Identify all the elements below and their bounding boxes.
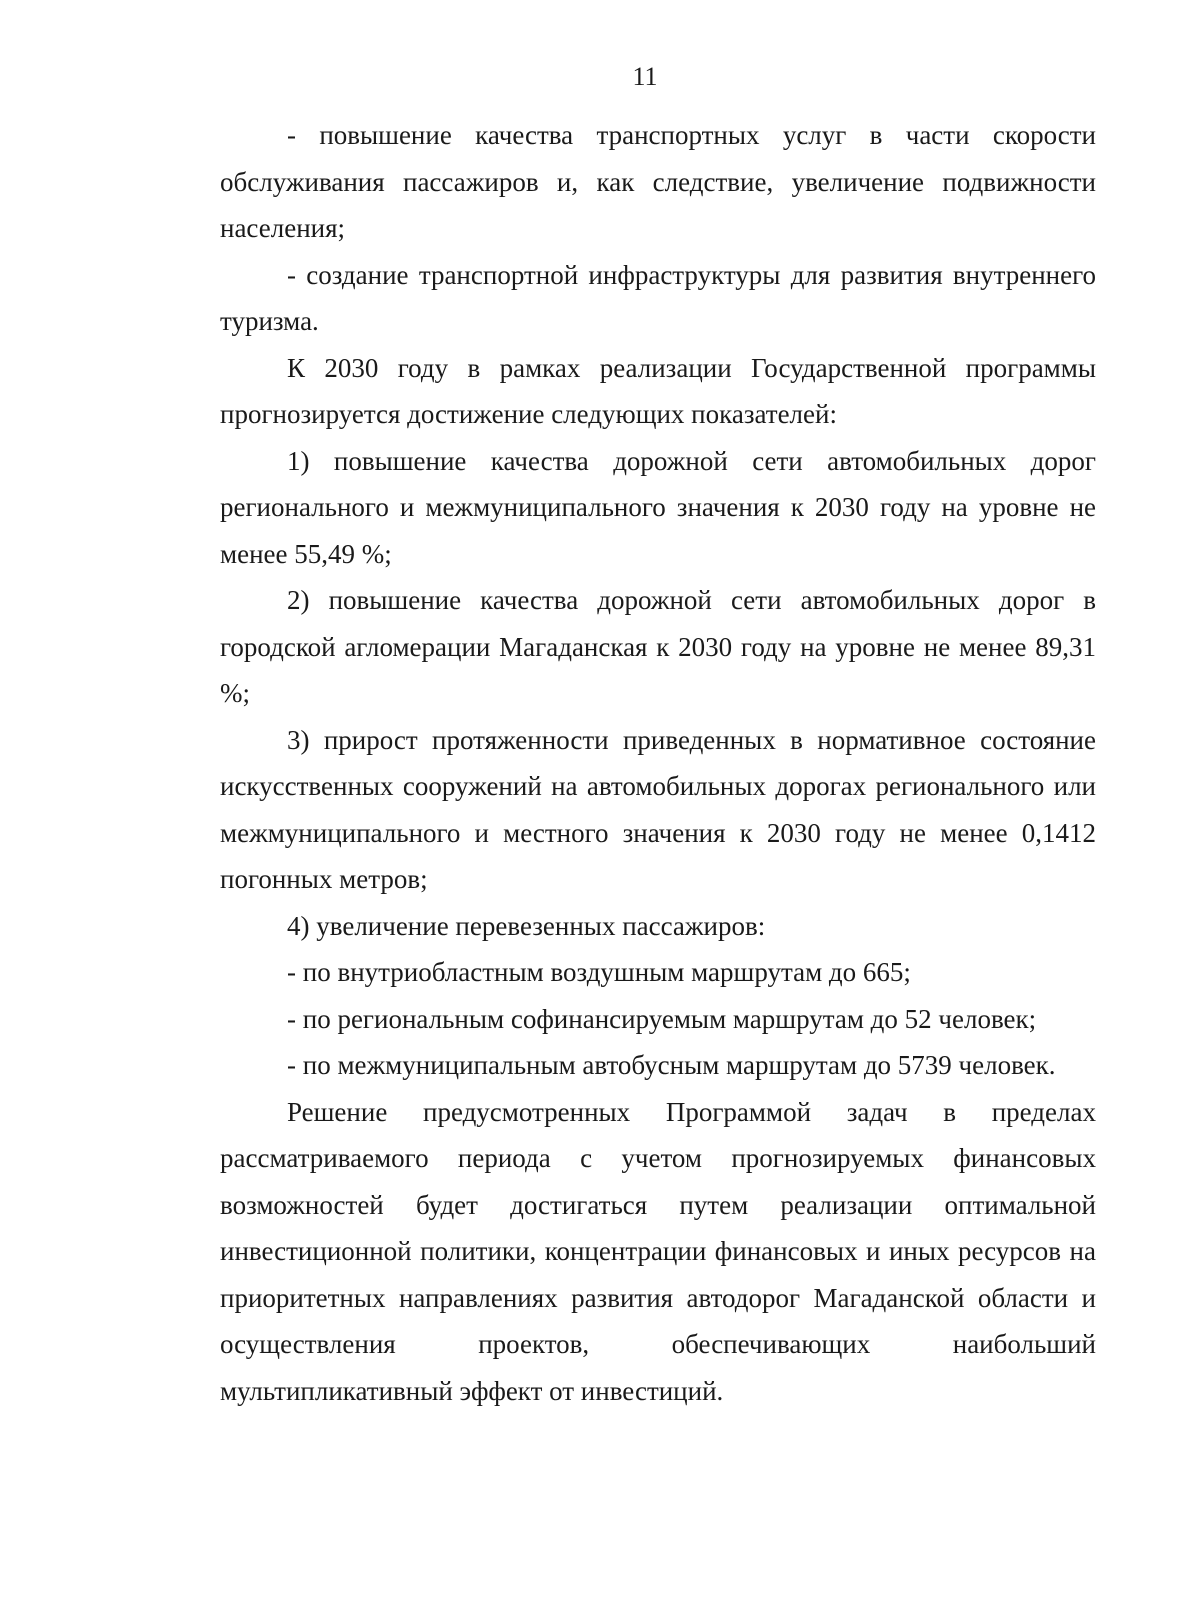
paragraph-tourism-infrastructure: - создание транспортной инфраструктуры для развития внутреннего туризма.: [220, 259, 1096, 336]
paragraph-regional-routes: - по региональным софинансируемым маршрутам до 52 человек;: [287, 1003, 1037, 1034]
paragraph-solution: Решение предусмотренных Программой задач в пределах рассматриваемого периода с учетом прогнозируемых финансовых возможностей будет достигаться путем реализации оптимальной инвестиционной политики, концентрации финансовых и иных ресурсов на приоритетных направлениях развития автодорог Магаданской области и осуществления проектов, обеспечивающих наибольший мультипликативный эффект от инвестиций.: [220, 1096, 1096, 1406]
paragraph-indicator-4: 4) увеличение перевезенных пассажиров:: [287, 910, 766, 941]
paragraph-forecast-intro: К 2030 году в рамках реализации Государственной программы прогнозируется достижение следующих показателей:: [220, 352, 1096, 429]
paragraph-transport-quality: - повышение качества транспортных услуг в части скорости обслуживания пассажиров и, как следствие, увеличение подвижности населения;: [220, 120, 1096, 243]
document-body: [220, 112, 1096, 1414]
page-number: 11: [632, 62, 658, 91]
paragraph-bus-routes: - по межмуниципальным автобусным маршрутам до 5739 человек.: [287, 1050, 1056, 1080]
paragraph-indicator-3: 3) прирост протяженности приведенных в нормативное состояние искусственных сооружений на автомобильных дорогах регионального или межмуниципального и местного значения к 2030 году не менее 0,1412 погонных метров;: [220, 724, 1096, 894]
paragraph-indicator-2: 2) повышение качества дорожной сети автомобильных дорог в городской агломерации Магаданская к 2030 году на уровне не менее 89,31 %;: [220, 585, 1096, 708]
paragraph-indicator-1: 1) повышение качества дорожной сети автомобильных дорог регионального и межмуниципального значения к 2030 году на уровне не менее 55,49 %;: [220, 445, 1096, 569]
paragraph-air-routes: - по внутриобластным воздушным маршрутам до 665;: [287, 957, 911, 987]
